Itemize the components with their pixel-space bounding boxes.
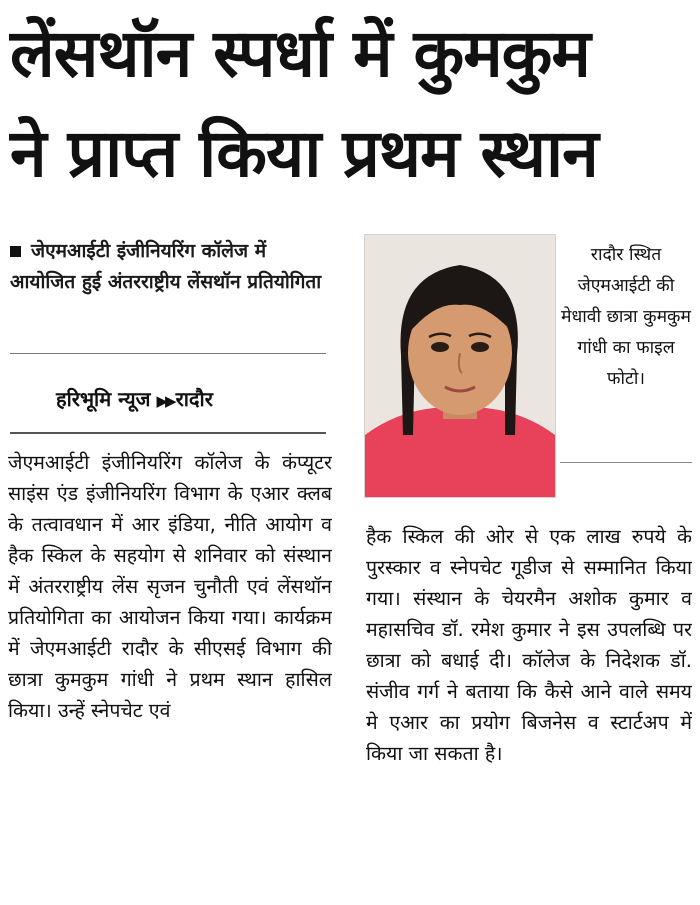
byline-place: रादौर [175, 387, 213, 411]
kicker-divider [10, 353, 326, 354]
student-portrait-photo [364, 234, 556, 498]
square-bullet-icon [10, 246, 21, 257]
double-arrow-icon: ▶▶ [156, 392, 174, 410]
byline-source: हरिभूमि न्यूज [56, 387, 151, 411]
headline-line-2: ने प्राप्त किया प्रथम स्थान [10, 115, 598, 192]
kicker [10, 236, 330, 298]
headline [10, 4, 690, 204]
byline [56, 385, 213, 412]
body-column-left: जेएमआईटी इंजीनियरिंग कॉलेज के कंप्यूटर साइंस एंड इंजीनियरिंग विभाग के एआर क्लब के तत्वावधान में आर इंडिया, नीति आयोग व हैक स्किल के सहयोग से शनिवार को संस्थान में अंतरराष्ट्रीय लेंस सृजन चुनौती एवं लेंसथॉन प्रतियोगिता का आयोजन किया गया। कार्यक्रम में जेएमआईटी रादौर के सीएसई विभाग की छात्रा कुमकुम गांधी ने प्रथम स्थान हासिल किया। उन्हें स्नेपचेट एवं [8, 451, 332, 722]
caption-divider [560, 462, 692, 463]
headline-line-1: लेंसथॉन स्पर्धा में कुमकुम [10, 15, 590, 92]
photo-caption: रादौर स्थित जेएमआईटी की मेधावी छात्रा कुमकुम गांधी का फाइल फोटो। [561, 245, 691, 389]
byline-divider [10, 432, 326, 434]
body-column-right: हैक स्किल की ओर से एक लाख रुपये के पुरस्कार व स्नेपचेट गूडीज से सम्मानित किया गया। संस्थान के चेयरमैन अशोक कुमार व महासचिव डॉ. रमेश कुमार ने इस उपलब्धि पर छात्रा को बधाई दी। कॉलेज के निदेशक डॉ. संजीव गर्ग ने बताया कि कैसे आने वाले समय मे एआर का प्रयोग बिजनेस व स्टार्टअप में किया जा सकता है। [366, 525, 692, 765]
kicker-text: जेएमआईटी इंजीनियरिंग कॉलेज में आयोजित हुई अंतरराष्ट्रीय लेंसथॉन प्रतियोगिता [10, 240, 322, 293]
